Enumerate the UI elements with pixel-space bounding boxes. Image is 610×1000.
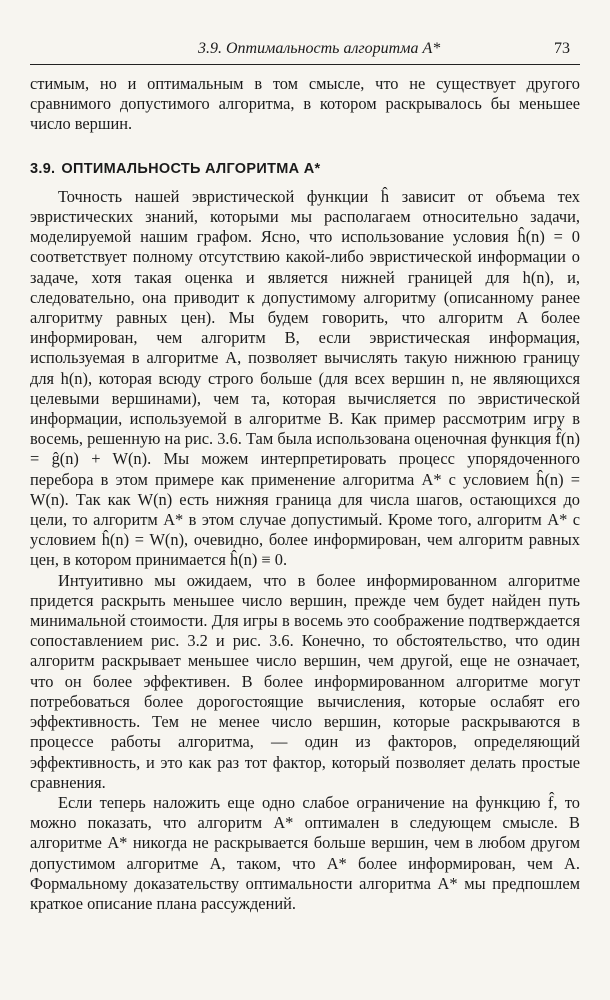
section-number: 3.9. <box>30 160 56 177</box>
intro-paragraph: стимым, но и оптимальным в том смысле, что не существует другого сравнимого допустимого алгоритма, в котором раскрывалось бы меньшее число вершин. <box>30 74 580 134</box>
paragraph-3: Если теперь наложить еще одно слабое ограничение на функцию f̂, то можно показать, что алгоритм A* оптимален в следующем смысле. В алгоритме A* никогда не раскрывается больше вершин, чем в любом другом допустимом алгоритме A, таком, что A* более информирован, чем A. Формальному доказательству оптимальности алгоритма A* мы предпошлем краткое описание плана рассуждений. <box>30 792 580 913</box>
paragraph-1: Точность нашей эвристической функции ĥ зависит от объема тех эвристических знаний, которыми мы располагаем относительно задачи, моделируемой нашим графом. Ясно, что использование условия ĥ(n) = 0 соответствует полному отсутствию какой-либо эвристической информации о задаче, хотя такая оценка и является нижней границей для h(n), и, следовательно, она приводит к допустимому алгоритму (описанному ранее алгоритму равных цен). Мы будем говорить, что алгоритм A более информирован, чем алгоритм B, если эвристическая информация, используемая в алгоритме A, позволяет вычислять такую нижнюю границу для h(n), которая всюду строго больше (для всех вершин n, не являющихся целевыми вершинами), чем та, которая вычисляется по эвристической информации, используемой в алгоритме B. Как пример рассмотрим игру в восемь, решенную на рис. 3.6. Там была использована оценочная функция f̂(n) = ĝ(n) + W(n). Мы можем интерпретировать процесс упорядоченного перебора в этом примере как применение алгоритма A* с условием ĥ(n) = W(n). Так как W(n) есть нижняя граница для числа шагов, остающихся до цели, то алгоритм A* в этом случае допустимый. Кроме того, алгоритм A* с условием ĥ(n) = W(n), очевидно, более информирован, чем алгоритм равных цен, в котором принимается ĥ(n) ≡ 0. <box>30 186 580 570</box>
running-header <box>30 38 580 65</box>
section-heading <box>30 159 580 179</box>
page-number: 73 <box>554 40 570 57</box>
running-title: 3.9. Оптимальность алгоритма A* <box>198 40 441 57</box>
paragraph-2: Интуитивно мы ожидаем, что в более информированном алгоритме придется раскрыть меньшее число вершин, прежде чем будет найден путь минимальной стоимости. Для игры в восемь это соображение подтверждается сопоставлением рис. 3.2 и рис. 3.6. Конечно, то обстоятельство, что один алгоритм раскрывает меньшее число вершин, чем другой, еще не означает, что он более эффективен. В более информированном алгоритме могут потребоваться более дорогостоящие вычисления, которые ослабят его эффективность. Тем не менее число вершин, которые раскрываются в процессе работы алгоритма, — один из факторов, определяющий эффективность, и это как раз тот фактор, который позволяет делать простые сравнения. <box>30 570 580 792</box>
body-text <box>30 74 580 914</box>
section-title: ОПТИМАЛЬНОСТЬ АЛГОРИТМА A* <box>61 160 321 177</box>
